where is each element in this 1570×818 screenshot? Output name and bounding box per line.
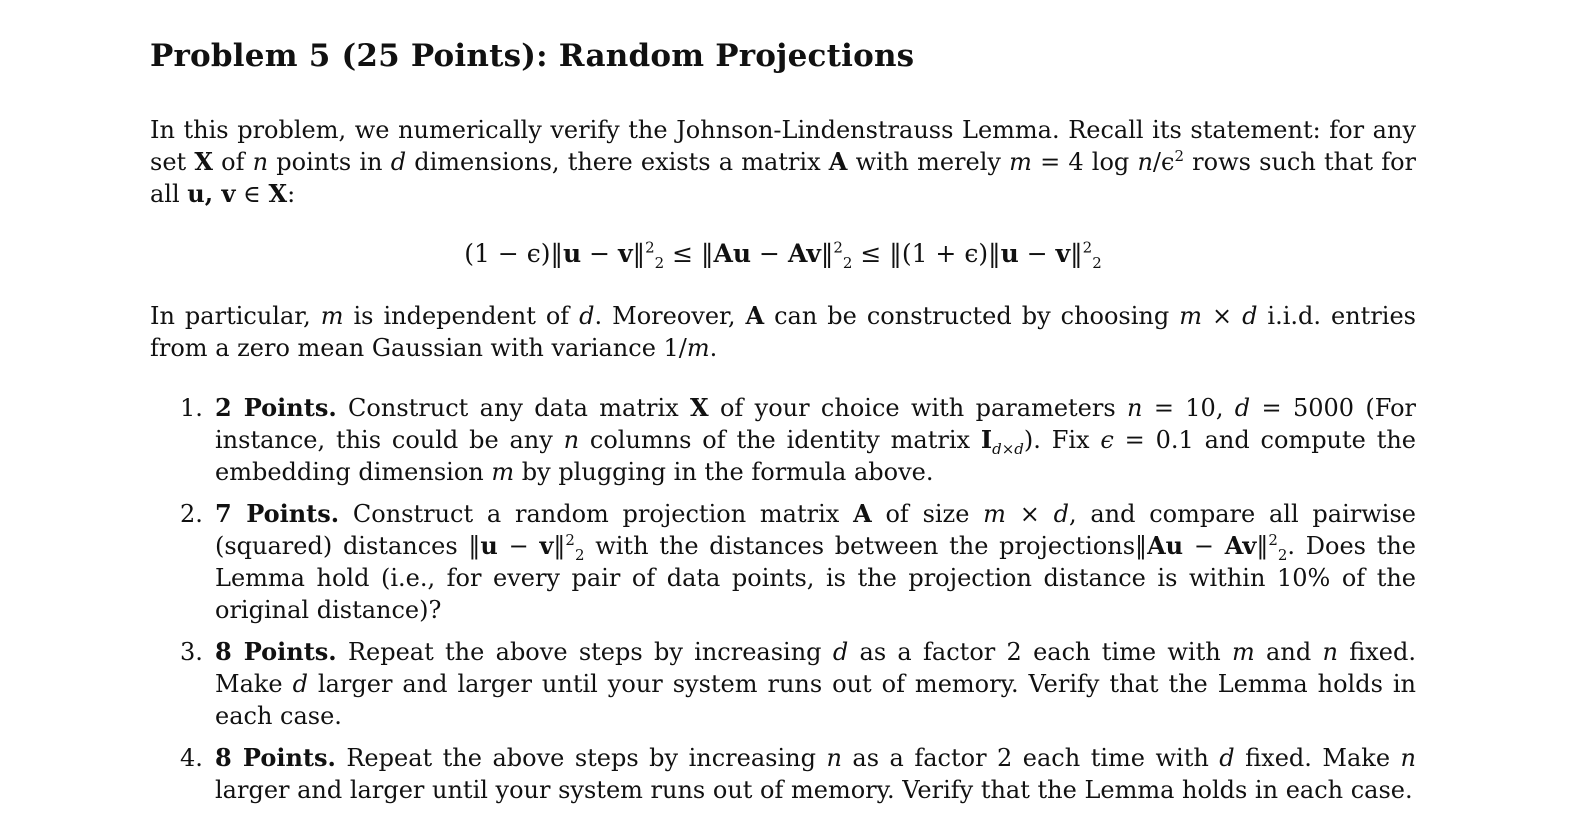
math-vectors-uv: u, v bbox=[187, 179, 236, 208]
math-set-x: X bbox=[690, 393, 709, 422]
math-text: − bbox=[1018, 239, 1056, 268]
math-matrix-a: A bbox=[853, 499, 872, 528]
math-superscript: 2 bbox=[565, 531, 575, 549]
body-text: = 0.1 and compute the embedding dimension bbox=[215, 426, 1416, 486]
intro-text: with merely bbox=[847, 148, 1010, 176]
problem-page bbox=[150, 28, 1416, 816]
math-text: ≤ ‖ bbox=[852, 239, 902, 268]
math-m: m bbox=[1009, 148, 1032, 176]
math-text: (1 + ϵ)‖ bbox=[901, 239, 1001, 268]
body-text: , and compare all pairwise (squared) distances ‖ bbox=[215, 500, 1416, 560]
math-identity: I bbox=[980, 425, 993, 454]
math-d: d bbox=[579, 302, 595, 330]
body-text: of size bbox=[871, 500, 984, 528]
problem-title: Problem 5 (25 Points): Random Projections bbox=[150, 38, 915, 74]
math-d: d bbox=[1053, 500, 1069, 528]
math-superscript: 2 bbox=[1268, 531, 1278, 549]
math-vector-u: u bbox=[563, 239, 582, 268]
math-d: d bbox=[832, 638, 849, 666]
body-text: fixed. Make bbox=[215, 638, 1417, 698]
intro-text: points in bbox=[268, 148, 391, 176]
intro-text: of bbox=[212, 148, 253, 176]
math-text: (1 − ϵ)‖ bbox=[464, 239, 564, 268]
math-vector-u: u bbox=[480, 531, 498, 560]
body-text: i.i.d. entries from a zero mean Gaussian with variance 1/ bbox=[150, 302, 1416, 362]
body-text: as a factor 2 each time with bbox=[841, 744, 1220, 772]
points-label: 7 Points. bbox=[215, 499, 340, 528]
math-d: d bbox=[1219, 744, 1235, 772]
body-text: . Does the Lemma hold (i.e., for every pair of data points, is the projection distance is within 10% of the original distance)? bbox=[215, 532, 1417, 624]
math-subscript: 2 bbox=[574, 545, 585, 564]
math-vector-v: v bbox=[618, 239, 633, 268]
intro-text: dimensions, there exists a matrix bbox=[406, 148, 829, 176]
math-text: ‖ bbox=[553, 532, 566, 560]
math-d: d bbox=[1234, 394, 1251, 422]
math-superscript: 2 bbox=[645, 238, 655, 257]
math-subscript: d×d bbox=[992, 439, 1024, 458]
intro-paragraph bbox=[150, 114, 1416, 210]
math-text: ‖ bbox=[820, 239, 834, 268]
math-vector-v: v bbox=[539, 531, 554, 560]
body-text: can be constructed by choosing bbox=[764, 302, 1180, 330]
body-text: larger and larger until your system runs out of memory. Verify that the Lemma holds in each case. bbox=[215, 776, 1413, 804]
math-d: d bbox=[292, 670, 308, 698]
math-m: m bbox=[1179, 302, 1202, 330]
math-superscript: 2 bbox=[833, 238, 843, 257]
intro-text: : bbox=[287, 180, 296, 208]
body-text: = 10, bbox=[1142, 394, 1235, 422]
body-text: = 5000 (For instance, this could be any bbox=[215, 394, 1417, 454]
points-label: 8 Points. bbox=[215, 637, 337, 666]
list-item bbox=[150, 742, 1416, 806]
math-av: Av bbox=[1224, 531, 1257, 560]
math-superscript: 2 bbox=[1174, 147, 1184, 165]
math-subscript: 2 bbox=[842, 254, 853, 272]
list-number: 3. bbox=[180, 638, 203, 666]
math-text: − bbox=[1183, 532, 1225, 560]
math-subscript: 2 bbox=[654, 254, 665, 272]
body-text: fixed. Make bbox=[1234, 744, 1401, 772]
math-text: × bbox=[1202, 302, 1243, 330]
math-n: n bbox=[563, 426, 580, 454]
intro-text: rows such that for all bbox=[150, 148, 1417, 208]
body-text: . Moreover, bbox=[594, 302, 746, 330]
math-n: n bbox=[252, 148, 269, 176]
math-subscript: 2 bbox=[1277, 545, 1288, 564]
math-matrix-a: A bbox=[828, 147, 848, 176]
points-label: 2 Points. bbox=[215, 393, 337, 422]
math-vector-v: v bbox=[1055, 239, 1071, 268]
math-au: Au bbox=[713, 239, 752, 268]
math-au: Au bbox=[1147, 531, 1184, 560]
list-item bbox=[150, 392, 1416, 488]
math-n: n bbox=[1137, 148, 1153, 176]
body-text: and bbox=[1254, 638, 1323, 666]
body-text: is independent of bbox=[343, 302, 580, 330]
body-text: In particular, bbox=[150, 302, 321, 330]
math-m: m bbox=[491, 458, 515, 486]
math-m: m bbox=[320, 302, 344, 330]
body-text: Repeat the above steps by increasing bbox=[335, 744, 827, 772]
body-text: columns of the identity matrix bbox=[579, 426, 981, 454]
intro-text: In this problem, we numerically verify the Johnson-Lindenstrauss Lemma. Recall its statement: for any set bbox=[150, 116, 1416, 176]
body-text: ). Fix bbox=[1023, 426, 1101, 454]
math-av: Av bbox=[787, 239, 821, 268]
math-text: − bbox=[497, 532, 540, 560]
math-text: ‖ bbox=[1070, 239, 1083, 268]
body-text: of your choice with parameters bbox=[708, 394, 1128, 422]
math-text: × bbox=[1005, 500, 1054, 528]
math-m: m bbox=[983, 500, 1006, 528]
list-number: 4. bbox=[180, 744, 203, 772]
math-n: n bbox=[1127, 394, 1143, 422]
list-number: 2. bbox=[180, 500, 203, 528]
math-n: n bbox=[826, 744, 842, 772]
math-m: m bbox=[1232, 638, 1255, 666]
math-text: − bbox=[581, 239, 619, 268]
body-text: as a factor 2 each time with bbox=[848, 638, 1232, 666]
list-number: 1. bbox=[180, 394, 203, 422]
math-superscript: 2 bbox=[1082, 238, 1093, 257]
body-text: . bbox=[709, 334, 718, 362]
math-subscript: 2 bbox=[1092, 254, 1102, 272]
math-text: − bbox=[751, 239, 788, 268]
intro-formula: = 4 log bbox=[1031, 148, 1138, 176]
body-text: larger and larger until your system runs out of memory. Verify that the Lemma holds in each case. bbox=[215, 670, 1416, 730]
math-n: n bbox=[1400, 744, 1416, 772]
body-text: Construct any data matrix bbox=[336, 394, 691, 422]
math-d: d bbox=[390, 148, 407, 176]
points-label: 8 Points. bbox=[215, 743, 336, 772]
task-list bbox=[150, 392, 1416, 806]
particular-paragraph bbox=[150, 300, 1416, 364]
math-set-x: X bbox=[194, 147, 213, 176]
math-text: ‖ bbox=[632, 239, 646, 268]
math-set-x: X bbox=[268, 179, 288, 208]
math-text: ≤ ‖ bbox=[664, 239, 714, 268]
body-text: with the distances between the projections‖ bbox=[584, 532, 1148, 560]
math-matrix-a: A bbox=[745, 301, 765, 330]
intro-formula: /ϵ bbox=[1152, 148, 1175, 176]
list-item bbox=[150, 498, 1416, 626]
body-text: by plugging in the formula above. bbox=[514, 458, 934, 486]
math-m: m bbox=[686, 334, 710, 362]
body-text: Repeat the above steps by increasing bbox=[336, 638, 833, 666]
math-n: n bbox=[1322, 638, 1338, 666]
jl-inequality bbox=[150, 234, 1416, 274]
math-epsilon: ϵ bbox=[1100, 426, 1114, 454]
body-text: Construct a random projection matrix bbox=[339, 500, 854, 528]
intro-text: ∈ bbox=[235, 180, 269, 208]
list-item bbox=[150, 636, 1416, 732]
math-text: ‖ bbox=[1256, 532, 1269, 560]
math-vector-u: u bbox=[1000, 239, 1019, 268]
math-d: d bbox=[1242, 302, 1258, 330]
